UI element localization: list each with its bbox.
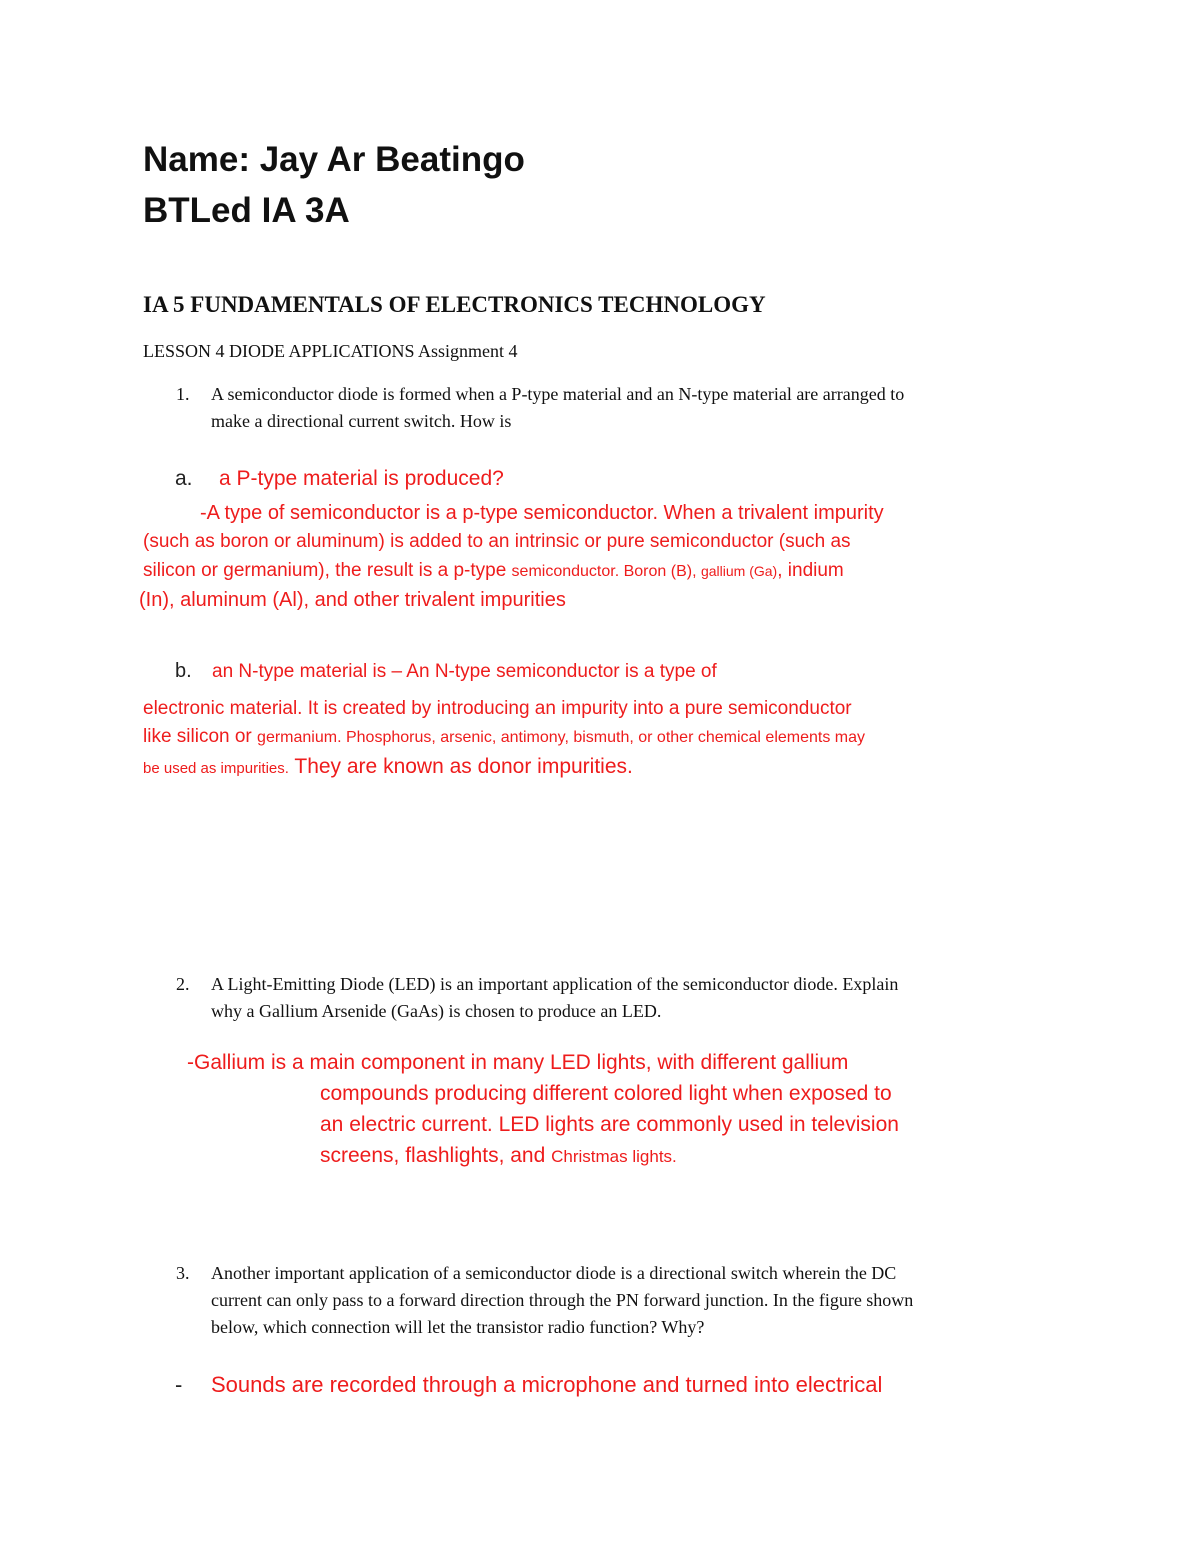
q1-b-answer-line-2 [143, 726, 865, 748]
question-3-line-2: current can only pass to a forward direction through the PN forward junction. In the figure shown [211, 1290, 914, 1310]
student-name: Name: Jay Ar Beatingo [143, 140, 525, 179]
q2-answer-line-2: compounds producing different colored light when exposed to [320, 1082, 892, 1105]
question-3-line-1: Another important application of a semiconductor diode is a directional switch wherein the DC [211, 1263, 897, 1283]
question-2-line-1: A Light-Emitting Diode (LED) is an important application of the semiconductor diode. Explain [211, 974, 899, 994]
question-1-line-1: A semiconductor diode is formed when a P-type material and an N-type material are arranged to [211, 384, 905, 404]
q1-a-answer-line-1: -A type of semiconductor is a p-type semiconductor. When a trivalent impurity [200, 502, 884, 524]
question-3-line-3: below, which connection will let the transistor radio function? Why? [211, 1317, 705, 1337]
q1-b-l3-part-b: They are known as donor impurities. [288, 755, 633, 778]
q1-a-prompt: a P-type material is produced? [219, 467, 504, 490]
question-1-line-2: make a directional current switch. How is [211, 411, 512, 431]
q1-b-prompt: an N-type material is – An N-type semiconductor is a type of [212, 661, 717, 682]
q1-a-l3-part-a: silicon or germanium), the result is a p-type [143, 560, 512, 581]
q3-answer-bullet: - [175, 1372, 183, 1397]
question-2-line-2: why a Gallium Arsenide (GaAs) is chosen to produce an LED. [211, 1001, 662, 1021]
q2-l4-part-b: Christmas lights. [551, 1147, 677, 1166]
q1-b-l2-part-b: germanium. Phosphorus, arsenic, antimony, bismuth, or other chemical elements may [257, 729, 866, 746]
q3-answer-line-1: Sounds are recorded through a microphone and turned into electrical [211, 1372, 883, 1397]
q1-b-answer-line-3 [143, 755, 633, 779]
q1-a-answer-line-2: (such as boron or aluminum) is added to an intrinsic or pure semiconductor (such as [143, 531, 851, 552]
q1-b-l2-part-a: like silicon or [143, 726, 258, 747]
q2-answer-line-3: an electric current. LED lights are commonly used in television [320, 1113, 899, 1136]
q1-a-answer-line-4: (In), aluminum (Al), and other trivalent impurities [139, 589, 566, 611]
q1-b-l3-part-a: be used as impurities. [143, 760, 289, 777]
q1-a-l3-part-d: , indium [777, 560, 844, 581]
q1-a-answer-line-3 [143, 560, 844, 582]
q1-b-letter: b. [175, 660, 192, 682]
q2-l4-part-a: screens, flashlights, and [320, 1144, 552, 1167]
lesson-heading: LESSON 4 DIODE APPLICATIONS Assignment 4 [143, 341, 518, 361]
q1-a-letter: a. [175, 467, 193, 490]
q2-answer-line-1: -Gallium is a main component in many LED lights, with different gallium [187, 1051, 849, 1074]
question-2-number: 2. [176, 974, 190, 994]
q1-a-l3-part-b: semiconductor. Boron (B), [511, 563, 701, 580]
course-title: IA 5 FUNDAMENTALS OF ELECTRONICS TECHNOLOGY [143, 292, 766, 317]
question-1-number: 1. [176, 384, 190, 404]
student-class: BTLed IA 3A [143, 191, 350, 230]
question-3-text [211, 1260, 1091, 1341]
q2-answer-line-4 [320, 1144, 677, 1168]
question-3-number: 3. [176, 1263, 190, 1283]
question-2-text [211, 971, 1091, 1025]
q1-b-answer-line-1: electronic material. It is created by introducing an impurity into a pure semiconductor [143, 698, 852, 719]
q1-a-l3-part-c: gallium (Ga) [700, 563, 778, 579]
question-1-text [211, 381, 1091, 435]
